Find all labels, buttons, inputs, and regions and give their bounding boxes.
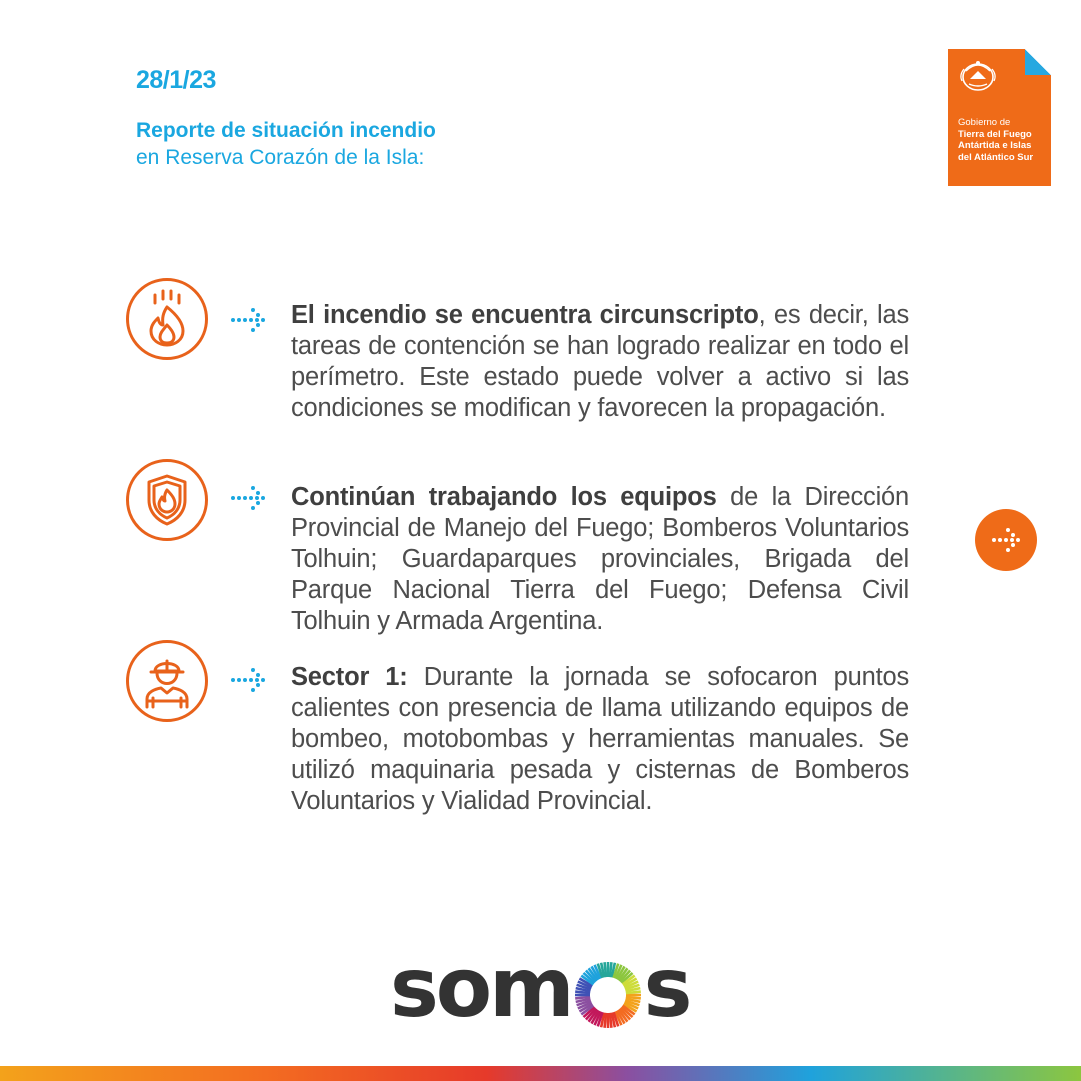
government-logo	[948, 49, 1051, 186]
status-bold: El incendio se encuentra circunscripto	[291, 301, 759, 329]
government-name	[958, 117, 1050, 163]
gov-line-4: del Atlántico Sur	[958, 151, 1034, 163]
brand-text-suffix: s	[643, 941, 690, 1036]
fire-shield-icon	[126, 459, 208, 541]
next-slide-button[interactable]	[975, 509, 1037, 571]
dotted-arrow-icon	[975, 509, 1037, 571]
date-label: 28/1/23	[136, 66, 216, 94]
page-fold-corner	[1025, 49, 1051, 75]
dotted-arrow-icon	[230, 484, 270, 512]
teams-text: de la Dirección Provincial de Manejo del Fuego; Bomberos Voluntarios Tolhuin; Guardaparques provinciales, Brigada del Parque Nacional Tierra del Fuego; Defensa Civil Tolhuin y Armada Argentina.	[291, 483, 909, 635]
ring-segment	[625, 992, 640, 994]
gov-line-2: Tierra del Fuego	[958, 128, 1032, 140]
dotted-arrow-icon	[230, 306, 270, 334]
teams-paragraph	[291, 482, 909, 637]
status-paragraph	[291, 300, 909, 424]
gov-line-1: Gobierno de	[958, 117, 1011, 128]
gov-line-3: Antártida e Islas	[958, 140, 1032, 151]
status-text: , es decir, las tareas de contención se han logrado realizar en todo el perímetro. Este estado puede volver a activo si las condiciones se modifican y favorecen la propagación.	[291, 301, 909, 422]
brand-text-prefix: som	[390, 941, 572, 1036]
sector-bold: Sector 1:	[291, 663, 408, 691]
dotted-arrow-icon	[230, 666, 270, 694]
page-title	[136, 117, 436, 171]
coat-of-arms-icon	[956, 57, 1000, 97]
ring-segment	[575, 997, 590, 999]
sector-text: Durante la jornada se sofocaron puntos calientes con presencia de llama utilizando equipos de bombeo, motobombas y herramientas manuales. Se utilizó maquinaria pesada y cisternas de Bomberos Voluntarios y Vialidad Provincial.	[291, 663, 909, 815]
bottom-color-bar	[0, 1066, 1081, 1081]
somos-logo	[390, 941, 690, 1036]
rainbow-ring-icon	[573, 960, 643, 1030]
title-regular: en Reserva Corazón de la Isla:	[136, 146, 425, 169]
teams-bold: Continúan trabajando los equipos	[291, 483, 717, 511]
ring-segment	[609, 1013, 611, 1028]
ring-segment	[604, 962, 606, 977]
title-bold: Reporte de situación incendio	[136, 119, 436, 142]
fire-icon	[126, 278, 208, 360]
sector-paragraph	[291, 662, 909, 817]
firefighter-icon	[126, 640, 208, 722]
